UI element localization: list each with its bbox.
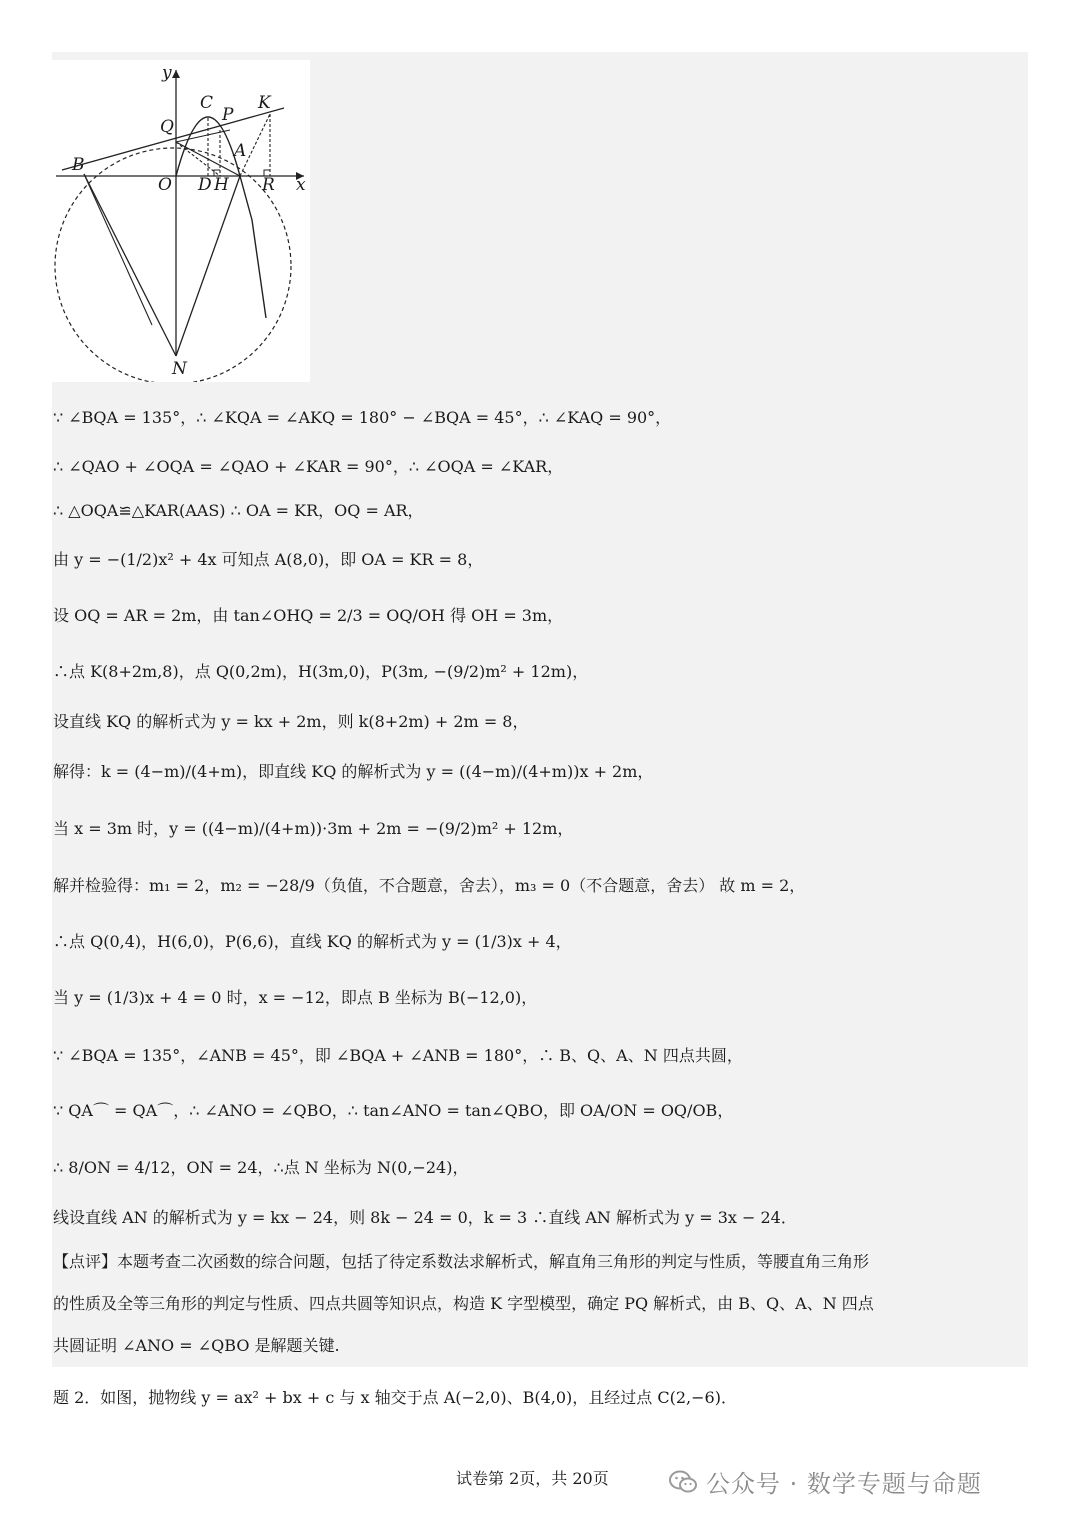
solution-line-1: ∵ ∠BQA = 135°，∴ ∠KQA = ∠AKQ = 180° − ∠BQA = 45°，∴ ∠KAQ = 90°，: [53, 408, 672, 427]
solution-line-2: ∴ ∠QAO + ∠OQA = ∠QAO + ∠KAR = 90°，∴ ∠OQA = ∠KAR，: [53, 457, 564, 476]
label-r: R: [262, 175, 275, 195]
label-o: O: [158, 175, 172, 195]
solution-line-15: ∴ 8/ON = 4/12，ON = 24，∴点 N 坐标为 N(0,−24)，: [53, 1158, 469, 1177]
solution-line-16: 线设直线 AN 的解析式为 y = kx − 24，则 8k − 24 = 0，k = 3 ∴直线 AN 解析式为 y = 3x − 24．: [53, 1208, 797, 1227]
parabola: [176, 117, 266, 318]
label-p: P: [222, 105, 234, 125]
solution-line-9: 当 x = 3m 时，y = ((4−m)/(4+m))·3m + 2m = −(9/2)m² + 12m，: [53, 819, 574, 838]
label-n: N: [172, 359, 187, 379]
label-x: x: [296, 175, 306, 195]
page-number: 试卷第 2页，共 20页: [456, 1469, 609, 1488]
label-d: D: [198, 175, 212, 195]
segment-qh: [176, 142, 220, 176]
label-c: C: [200, 93, 214, 113]
comment-line-1: 【点评】本题考查二次函数的综合问题，包括了待定系数法求解析式，解直角三角形的判定与性质，等腰直角三角形: [53, 1252, 870, 1271]
solution-line-11: ∴点 Q(0,4)，H(6,0)，P(6,6)，直线 KQ 的解析式为 y = (1/3)x + 4，: [53, 932, 572, 951]
segment-na: [176, 176, 240, 356]
solution-line-7: 设直线 KQ 的解析式为 y = kx + 2m，则 k(8+2m) + 2m = 8，: [53, 712, 529, 731]
figure-svg: [52, 60, 310, 382]
comment-line-3: 共圆证明 ∠ANO = ∠QBO 是解题关键.: [53, 1336, 340, 1355]
solution-line-5: 设 OQ = AR = 2m，由 tan∠OHQ = 2/3 = OQ/OH 得 OH = 3m，: [53, 606, 564, 625]
problem-2: 题 2．如图，抛物线 y = ax² + bx + c 与 x 轴交于点 A(−2,0)、B(4,0)，且经过点 C(2,−6)．: [53, 1388, 737, 1407]
label-h: H: [214, 175, 229, 195]
segment-bn: [84, 174, 176, 356]
watermark: [668, 1464, 982, 1499]
solution-line-3: ∴ △OQA≌△KAR(AAS) ∴ OA = KR，OQ = AR，: [53, 501, 424, 520]
solution-line-6: ∴点 K(8+2m,8)，点 Q(0,2m)，H(3m,0)，P(3m, −(9/2)m² + 12m)，: [53, 662, 589, 681]
solution-line-10: 解并检验得：m₁ = 2，m₂ = −28/9（负值，不合题意，舍去），m₃ = 0（不合题意，舍去） 故 m = 2，: [53, 876, 806, 895]
solution-line-14: ∵ QA⌒ = QA⌒，∴ ∠ANO = ∠QBO，∴ tan∠ANO = tan∠QBO，即 OA/ON = OQ/OB，: [53, 1101, 734, 1120]
wechat-icon: [668, 1469, 698, 1495]
label-a: A: [234, 141, 247, 161]
label-q: Q: [160, 117, 174, 137]
solution-line-12: 当 y = (1/3)x + 4 = 0 时，x = −12，即点 B 坐标为 B(−12,0)，: [53, 988, 538, 1007]
geometry-figure: [52, 60, 310, 382]
label-k: K: [258, 93, 271, 113]
solution-line-8: 解得：k = (4−m)/(4+m)，即直线 KQ 的解析式为 y = ((4−m)/(4+m))x + 2m，: [53, 762, 654, 781]
segment-b-lower: [84, 174, 152, 325]
solution-line-13: ∵ ∠BQA = 135°，∠ANB = 45°，即 ∠BQA + ∠ANB = 180°，∴ B、Q、A、N 四点共圆，: [53, 1046, 743, 1065]
label-b: B: [72, 155, 85, 175]
solution-line-4: 由 y = −(1/2)x² + 4x 可知点 A(8,0)，即 OA = KR = 8，: [53, 550, 484, 569]
comment-line-2: 的性质及全等三角形的判定与性质、四点共圆等知识点，构造 K 字型模型，确定 PQ 解析式，由 B、Q、A、N 四点: [53, 1294, 874, 1313]
label-y: y: [162, 63, 172, 83]
y-axis-arrow: [172, 70, 180, 78]
circle-bqan: [55, 148, 291, 382]
watermark-text: 公众号 · 数学专题与命题: [706, 1470, 982, 1498]
